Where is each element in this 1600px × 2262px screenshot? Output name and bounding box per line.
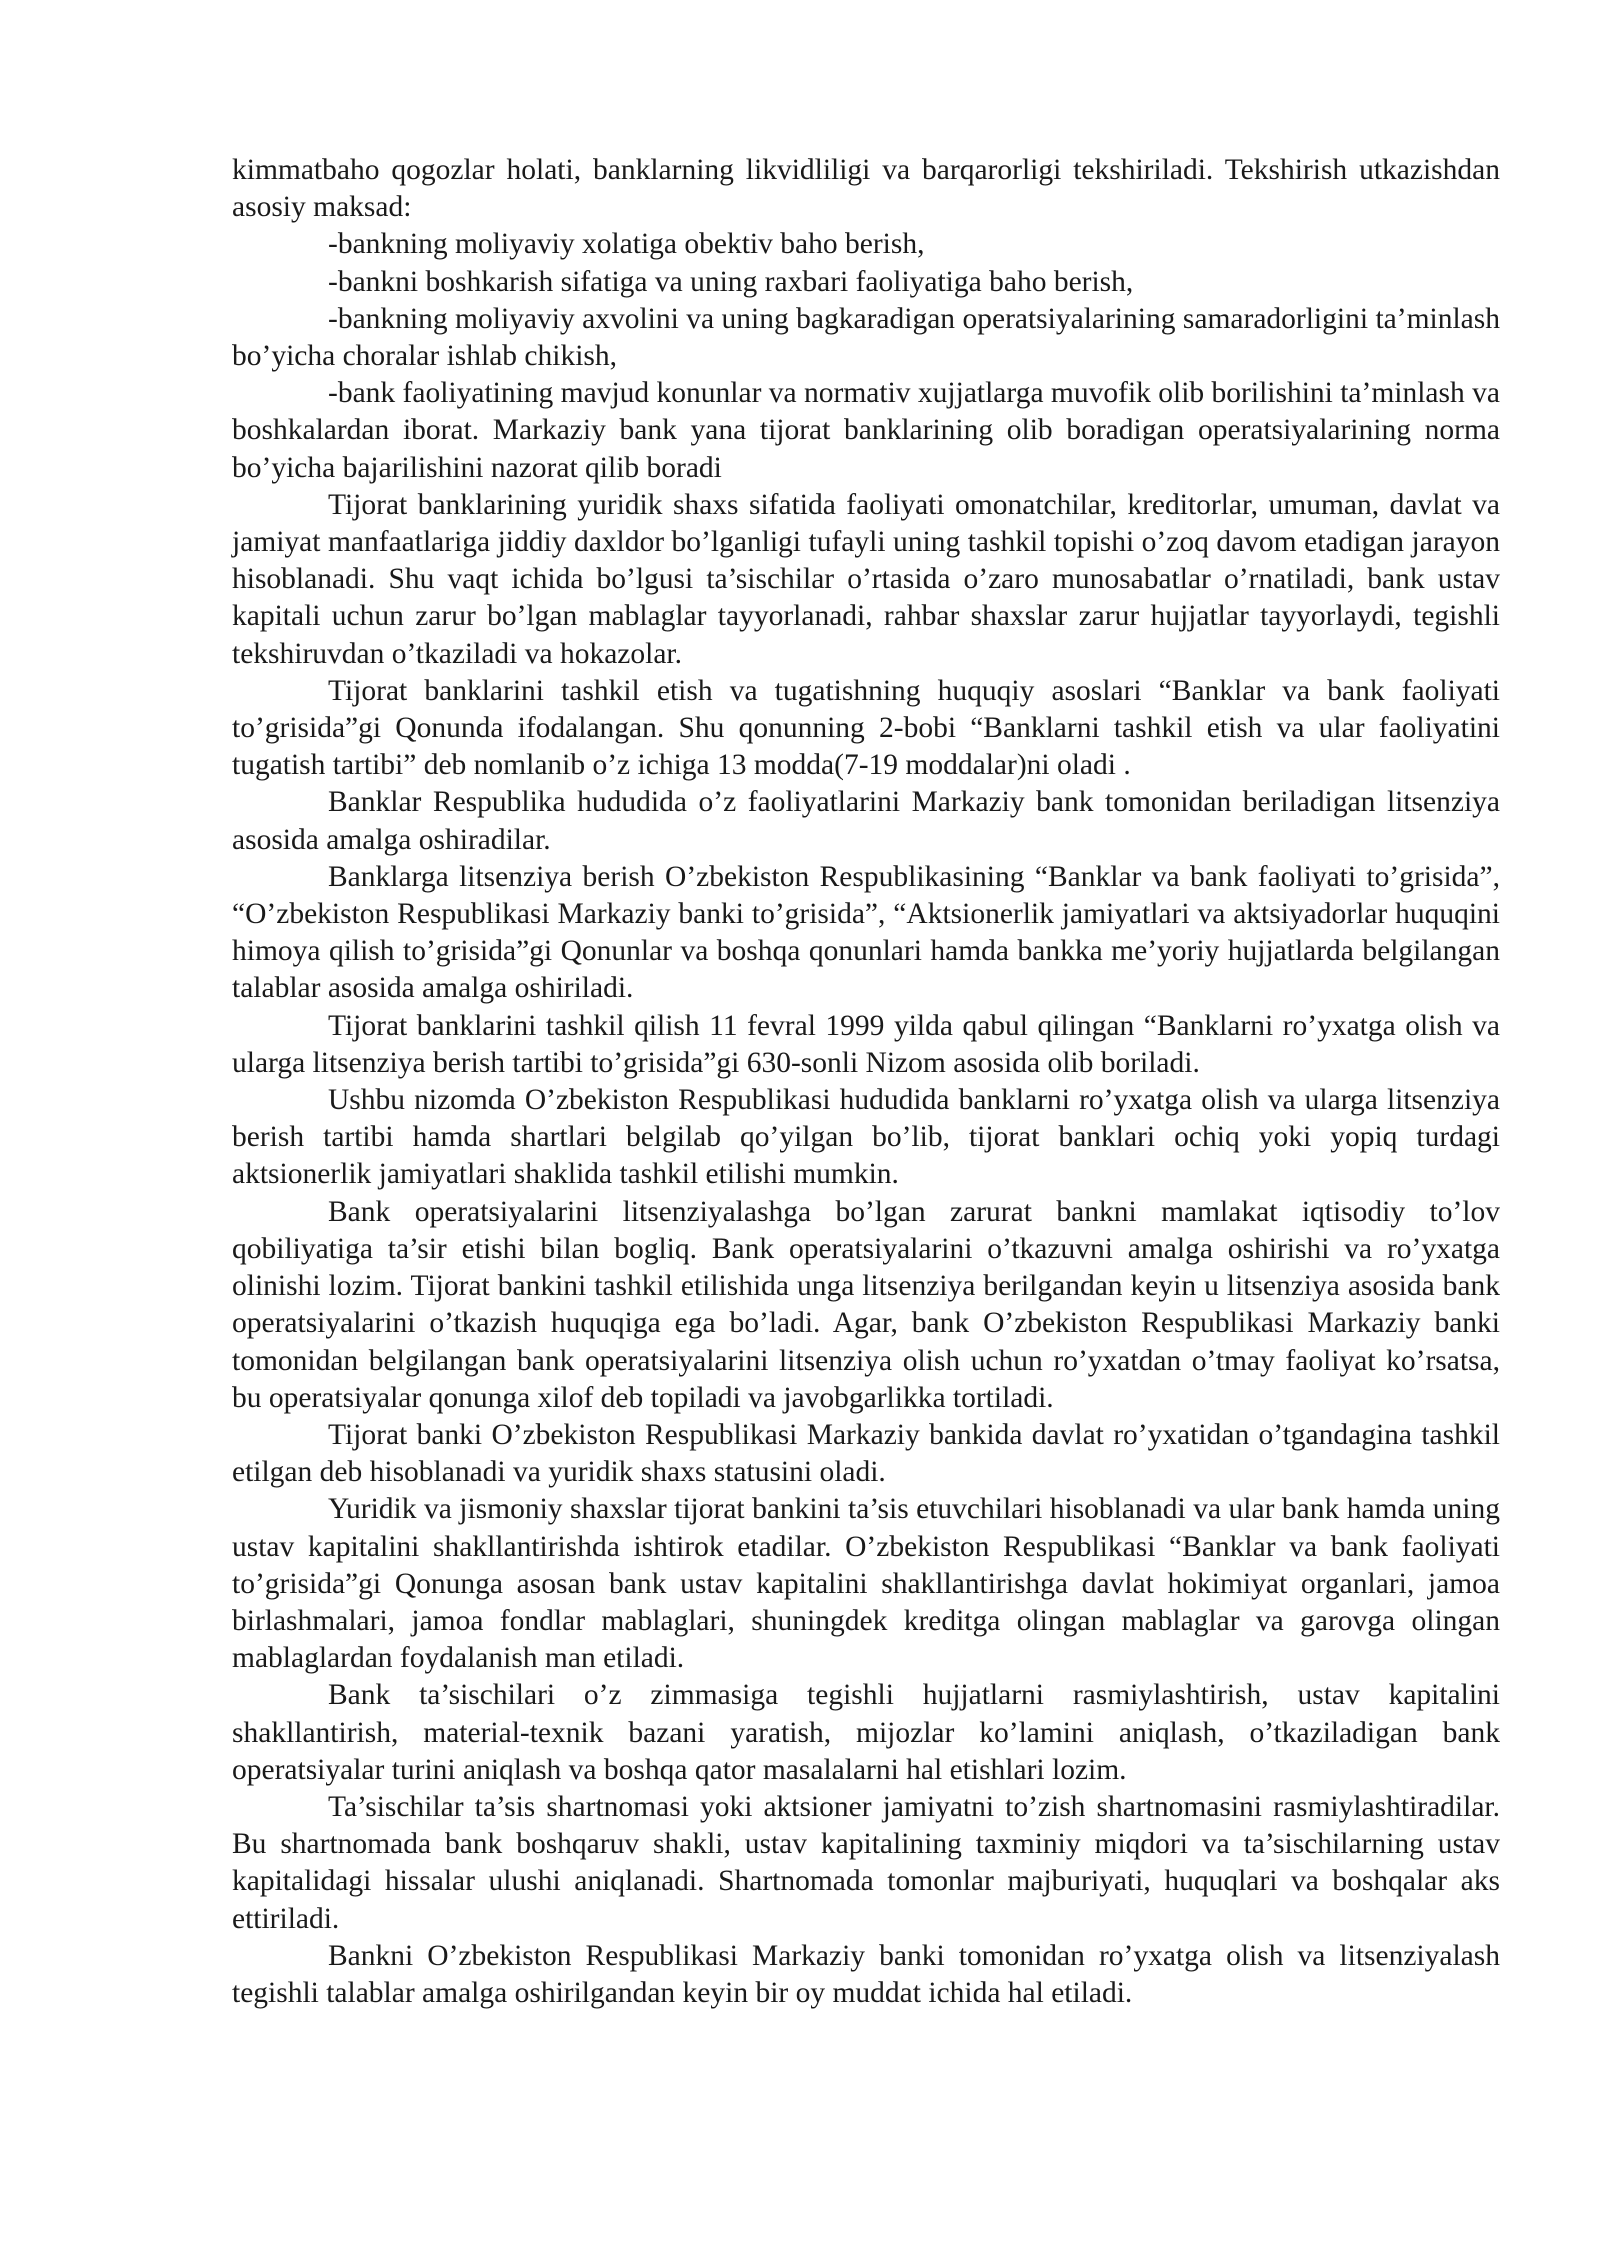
paragraph-founding-agreement: Ta’sischilar ta’sis shartnomasi yoki aktsioner jamiyatni to’zish shartnomasini rasmiylashtiradilar. Bu shartnomada bank boshqaruv shakli, ustav kapitalining taxminiy miqdori va ta’sischilarning ustav kapitalidagi hissalar ulushi aniqlanadi. Shartnomada tomonlar majburiyati, huquqlari va boshqalar aks ettiriladi.	[232, 1790, 1500, 1935]
list-item-objective-assessment: -bankning moliyaviy xolatiga obektiv baho berish,	[328, 228, 925, 261]
paragraph-legal-basis: Tijorat banklarini tashkil etish va tugatishning huquqiy asoslari “Banklar va bank faoliyati to’grisida”gi Qonunda ifodalangan. Shu qonunning 2-bobi “Banklarni tashkil etish va ular faoliyatini tugatish tartibi” deb nomlanib o’z ichiga 13 modda(7-19 moddalar)ni oladi .	[232, 674, 1500, 782]
paragraph-founders: Yuridik va jismoniy shaxslar tijorat bankini ta’sis etuvchilari hisoblanadi va ular bank hamda uning ustav kapitalini shakllantirishda ishtirok etadilar. O’zbekiston Respublikasi “Banklar va bank faoliyati to’grisida”gi Qonunga asosan bank ustav kapitalini shakllantirishga davlat hokimiyat organlari, jamoa birlashmalari, jamoa fondlar mablaglari, shuningdek kreditga olingan mablaglar va garovga olingan mablaglardan foydalanish man etiladi.	[232, 1493, 1500, 1675]
paragraph-state-registration: Tijorat banki O’zbekiston Respublikasi Markaziy bankida davlat ro’yxatidan o’tgandagina tashkil etilgan deb hisoblanadi va yuridik shaxs statusini oladi.	[232, 1418, 1500, 1489]
list-item-management-assessment: -bankni boshkarish sifatiga va uning raxbari faoliyatiga baho berish,	[328, 265, 1134, 298]
list-item-legal-compliance: -bank faoliyatining mavjud konunlar va normativ xujjatlarga muvofik olib borilishini ta’minlash va boshkalardan iborat. Markaziy bank yana tijorat banklarining olib boradigan operatsiyalarining norma bo’yicha bajarilishini nazorat qilib boradi	[232, 377, 1500, 484]
paragraph-legal-entity: Tijorat banklarining yuridik shaxs sifatida faoliyati omonatchilar, kreditorlar, umuman, davlat va jamiyat manfaatlariga jiddiy daxldor bo’lganligi tufayli uning tashkil topishi o’zoq davom etadigan jarayon hisoblanadi. Shu vaqt ichida bo’lgusi ta’sischilar o’rtasida o’zaro munosabatlar o’rnatiladi, bank ustav kapitali uchun zarur bo’lgan mablaglar tayyorlanadi, rahbar shaxslar zarur hujjatlar tayyorlaydi, tegishli tekshiruvdan o’tkaziladi va hokazolar.	[232, 488, 1500, 670]
paragraph-licensing-laws: Banklarga litsenziya berish O’zbekiston Respublikasining “Banklar va bank faoliyati to’grisida”, “O’zbekiston Respublikasi Markaziy banki to’grisida”, “Aktsionerlik jamiyatlari va aktsiyadorlar huquqini himoya qilish to’grisida”gi Qonunlar va boshqa qonunlari hamda bankka me’yoriy hujjatlarda belgilangan talablar asosida amalga oshiriladi.	[232, 860, 1500, 1005]
paragraph-founder-duties: Bank ta’sischilari o’z zimmasiga tegishli hujjatlarni rasmiylashtirish, ustav kapitalini shakllantirish, material-texnik bazani yaratish, mijozlar ko’lamini aniqlash, o’tkaziladigan bank operatsiyalar turini aniqlash va boshqa qator masalalarni hal etishlari lozim.	[232, 1679, 1500, 1786]
paragraph-regulation-630: Tijorat banklarini tashkil qilish 11 fevral 1999 yilda qabul qilingan “Banklarni ro’yxatga olish va ularga litsenziya berish tartibi to’grisida”gi 630-sonli Nizom asosida olib boriladi.	[232, 1009, 1500, 1079]
paragraph-registration-deadline: Bankni O’zbekiston Respublikasi Markaziy banki tomonidan ro’yxatga olish va litsenziyalash tegishli talablar amalga oshirilgandan keyin bir oy muddat ichida hal etiladi.	[232, 1939, 1500, 2009]
document-page	[232, 152, 1500, 2012]
paragraph-regulation-conditions: Ushbu nizomda O’zbekiston Respublikasi hududida banklarni ro’yxatga olish va ularga litsenziya berish tartibi hamda shartlari belgilab qo’yilgan bo’lib, tijorat banklari ochiq yoki yopiq turdagi aktsionerlik jamiyatlari shaklida tashkil etilishi mumkin.	[232, 1084, 1500, 1191]
paragraph-license-basis: Banklar Respublika hududida o’z faoliyatlarini Markaziy bank tomonidan beriladigan litsenziya asosida amalga oshiradilar.	[232, 786, 1500, 856]
paragraph-operations-licensing: Bank operatsiyalarini litsenziyalashga bo’lgan zarurat bankni mamlakat iqtisodiy to’lov qobiliyatiga ta’sir etishi bilan bogliq. Bank operatsiyalarini o’tkazuvni amalga oshirishi va ro’yxatga olinishi lozim. Tijorat bankini tashkil etilishida unga litsenziya berilgandan keyin u litsenziya asosida bank operatsiyalarini o’tkazish huquqiga ega bo’ladi. Agar, bank O’zbekiston Respublikasi Markaziy banki tomonidan belgilangan bank operatsiyalarini litsenziya olish uchun ro’yxatdan o’tmay faoliyat ko’rsatsa, bu operatsiyalar qonunga xilof deb topiladi va javobgarlikka tortiladi.	[232, 1195, 1500, 1414]
list-item-efficiency-measures: -bankning moliyaviy axvolini va uning bagkaradigan operatsiyalarining samaradorligini ta’minlash bo’yicha choralar ishlab chikish,	[232, 302, 1500, 373]
paragraph-continuation: kimmatbaho qogozlar holati, banklarning likvidliligi va barqarorligi tekshiriladi. Tekshirish utkazishdan asosiy maksad:	[232, 154, 1500, 224]
